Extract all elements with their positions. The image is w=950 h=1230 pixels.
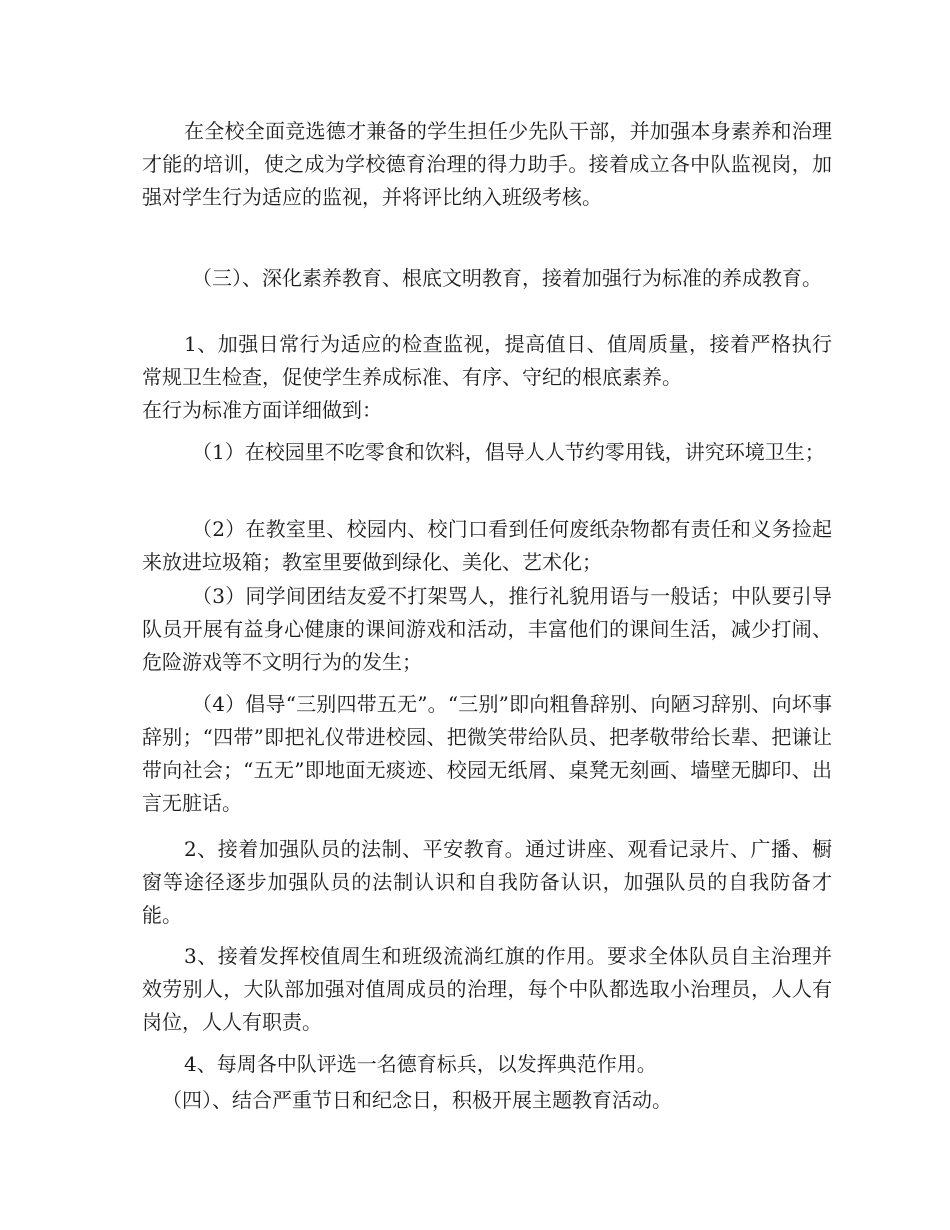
paragraph-item-2: 2、接着加强队员的法制、平安教育。通过讲座、观看记录片、广播、橱窗等途径逐步加强队员的法制认识和自我防备认识，加强队员的自我防备才能。 (142, 837, 832, 927)
paragraph-item-1: 1、加强日常行为适应的检查监视，提高值日、值周质量，接着严格执行常规卫生检查，促使学生养成标准、有序、守纪的根底素养。 (142, 332, 832, 389)
paragraph-sub-2: （2）在教室里、校园内、校门口看到任何废纸杂物都有责任和义务捡起来放进垃圾箱；教室里要做到绿化、美化、艺术化； (142, 517, 832, 574)
paragraph-item-3: 3、接着发挥校值周生和班级流淌红旗的作用。要求全体队员自主治理并效劳别人，大队部加强对值周成员的治理，每个中队都选取小治理员，人人有岗位，人人有职责。 (142, 944, 832, 1034)
paragraph-behavior-intro: 在行为标准方面详细做到： (142, 398, 382, 422)
heading-section-3: （三）、深化素养教育、根底文明教育，接着加强行为标准的养成教育。 (192, 266, 822, 290)
paragraph-sub-1: （1）在校园里不吃零食和饮料，倡导人人节约零用钱，讲究环境卫生； (192, 440, 825, 464)
paragraph-cadres: 在全校全面竞选德才兼备的学生担任少先队干部，并加强本身素养和治理才能的培训，使之成为学校德育治理的得力助手。接着成立各中队监视岗，加强对学生行为适应的监视，并将评比纳入班级考核。 (142, 119, 832, 209)
heading-section-4: （四）、结合严重节日和纪念日，积极开展主题教育活动。 (162, 1088, 672, 1112)
paragraph-sub-4: （4）倡导“三别四带五无”。“三别”即向粗鲁辞别、向陋习辞别、向坏事辞别；“四带”即把礼仪带进校园、把微笑带给队员、把孝敬带给长辈、把谦让带向社会；“五无”即地面无痰迹、校园无纸屑、桌凳无刻画、墙壁无脚印、出言无脏话。 (142, 692, 832, 815)
paragraph-sub-3: （3）同学间团结友爱不打架骂人，推行礼貌用语与一般话；中队要引导队员开展有益身心健康的课间游戏和活动，丰富他们的课间生活，减少打闹、危险游戏等不文明行为的发生； (142, 584, 832, 674)
paragraph-item-4: 4、每周各中队评选一名德育标兵，以发挥典范作用。 (184, 1052, 657, 1076)
